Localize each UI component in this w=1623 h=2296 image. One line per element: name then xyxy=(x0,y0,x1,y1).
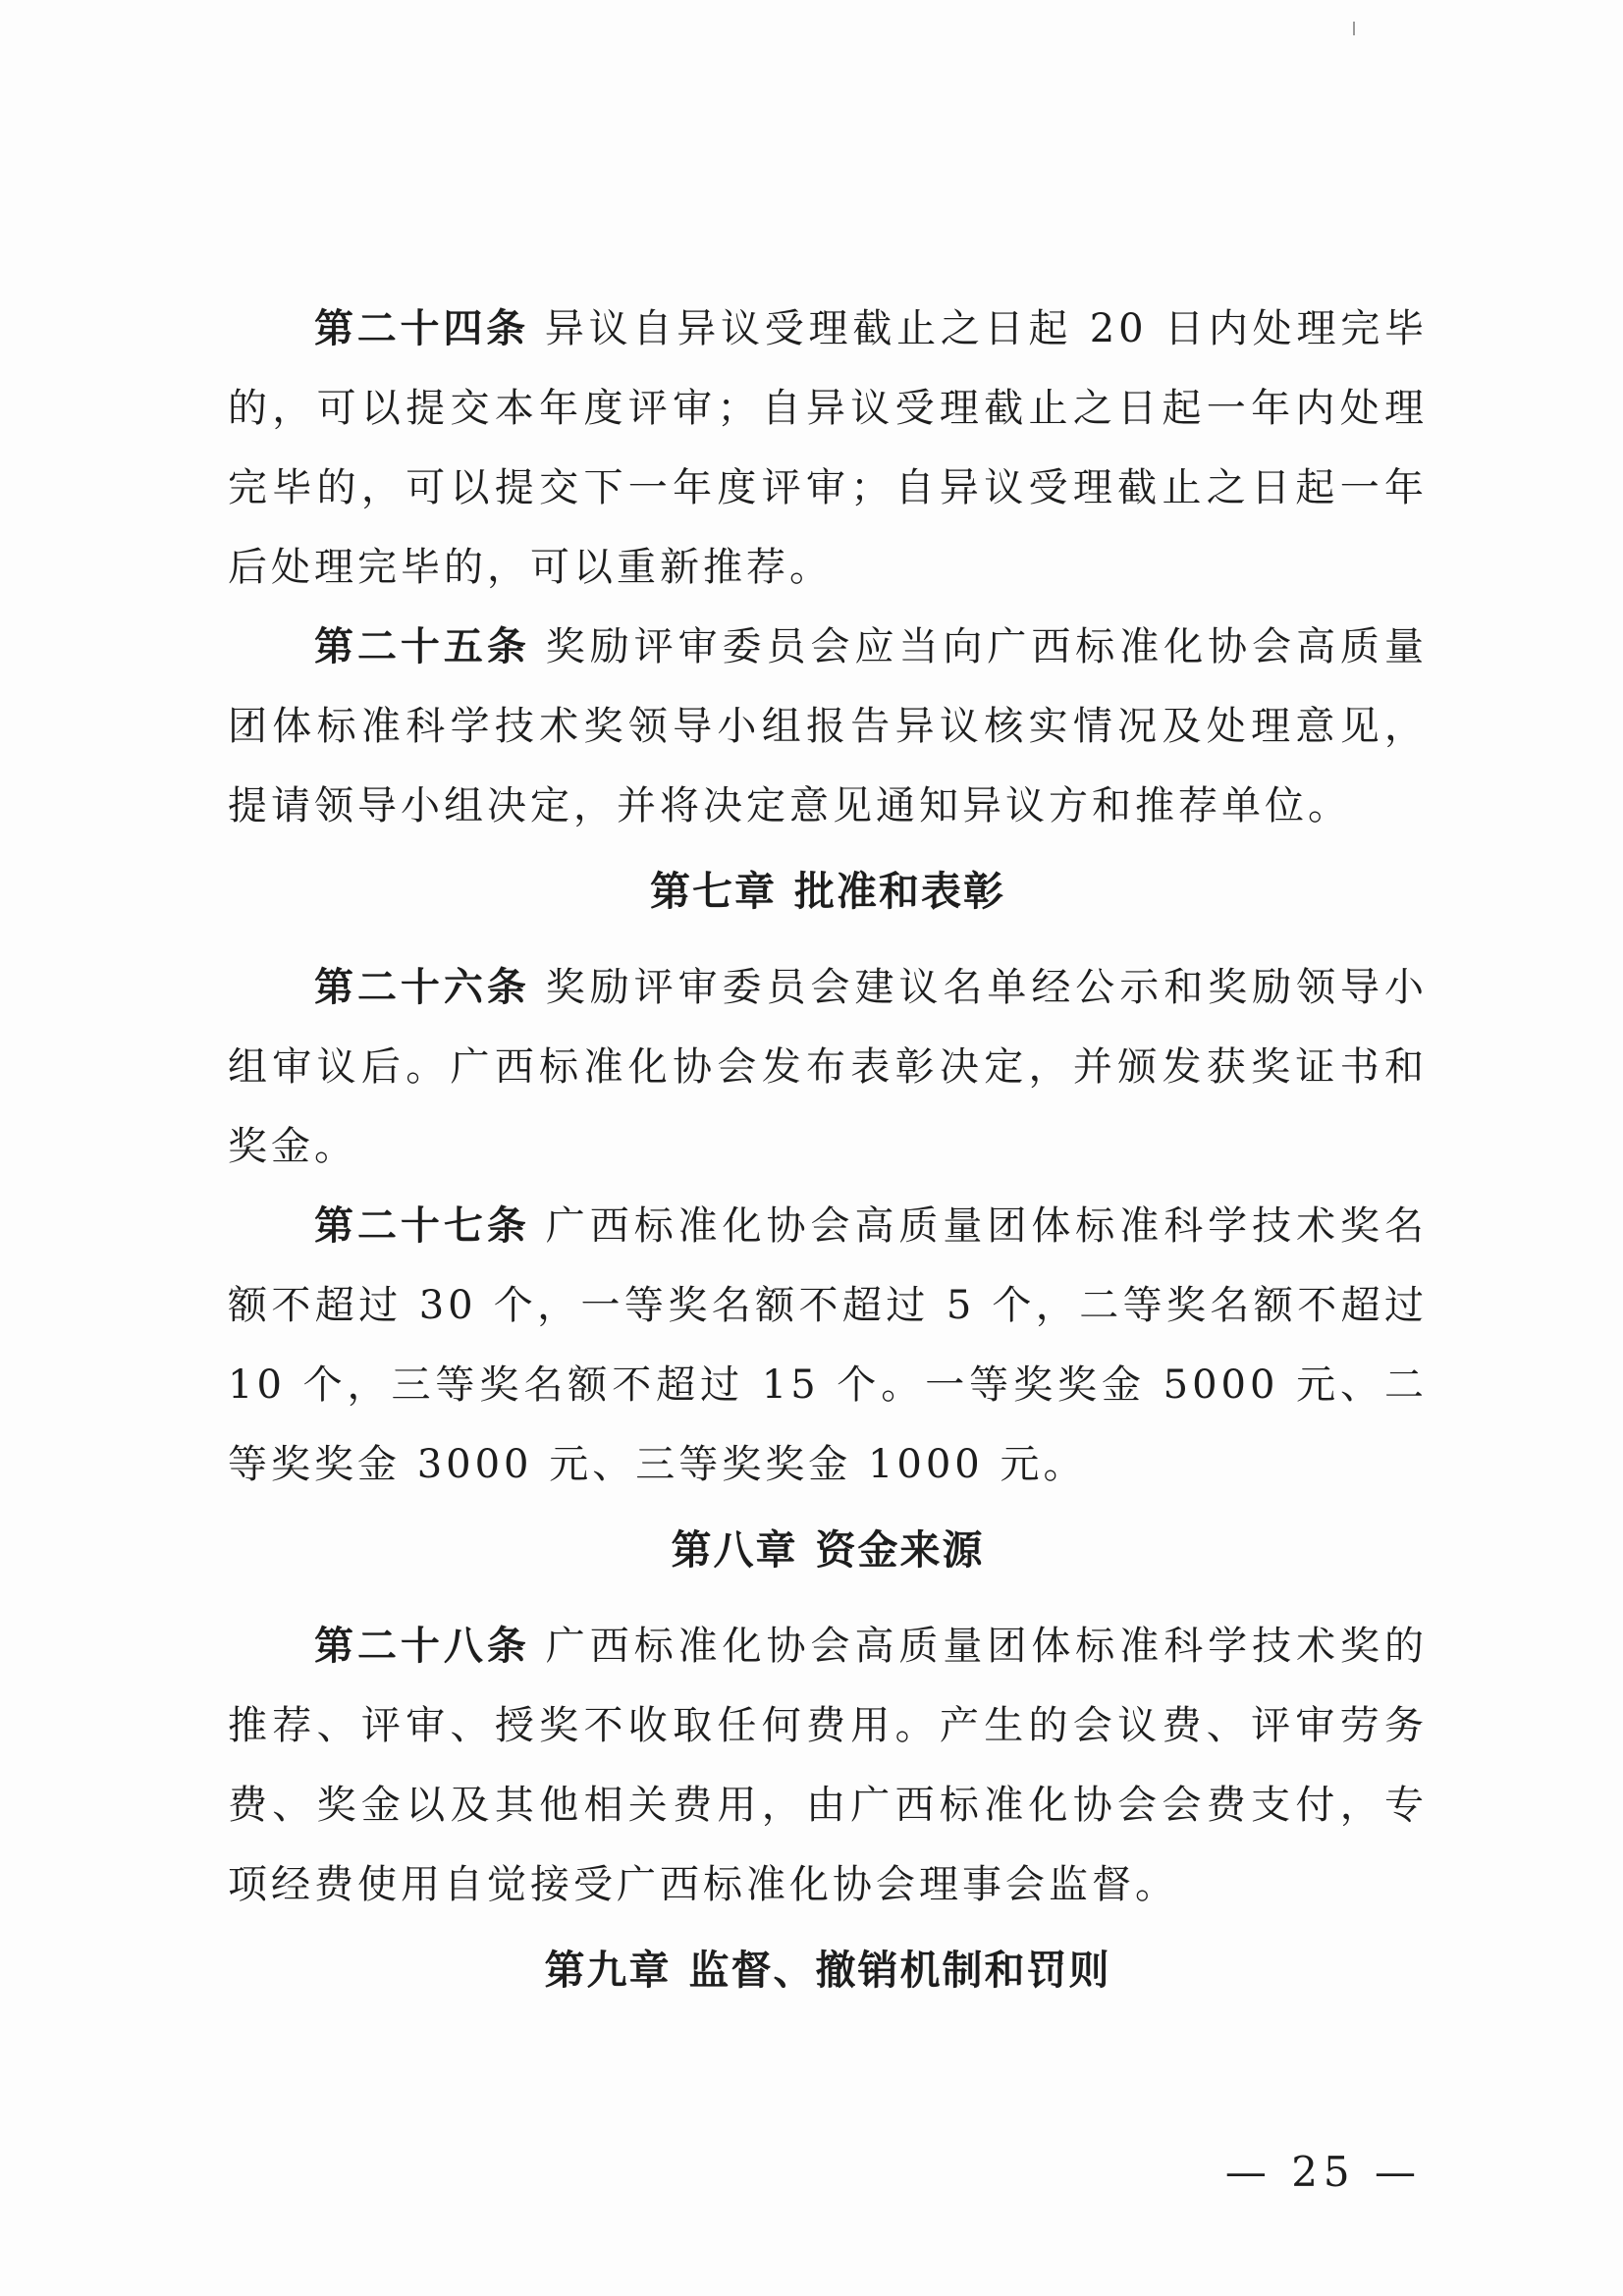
chapter-title: 资金来源 xyxy=(815,1526,985,1574)
chapter-number: 第九章 xyxy=(544,1947,672,1994)
article-number: 第二十八条 xyxy=(314,1624,530,1669)
article-number: 第二十六条 xyxy=(314,965,530,1010)
chapter-number: 第八章 xyxy=(671,1526,798,1574)
chapter-title: 批准和表彰 xyxy=(794,868,1005,915)
article-24 xyxy=(228,290,1428,608)
article-25 xyxy=(228,608,1428,846)
article-text: 广西标准化协会高质量团体标准科学技术奖名额不超过 30 个，一等奖名额不超过 5 个，二等奖名额不超过 10 个，三等奖名额不超过 15 个。一等奖奖金 5000 元、二等奖奖金 3000 元、三等奖奖金 1000 元。 xyxy=(228,1203,1429,1487)
article-26 xyxy=(228,948,1428,1187)
chapter-title: 监督、撤销机制和罚则 xyxy=(688,1947,1111,1994)
article-28 xyxy=(228,1607,1428,1925)
article-number: 第二十七条 xyxy=(314,1203,530,1249)
document-body xyxy=(228,290,1428,2027)
page-number: — 25 — xyxy=(1224,2148,1422,2196)
article-text: 奖励评审委员会建议名单经公示和奖励领导小组审议后。广西标准化协会发布表彰决定，并颁发获奖证书和奖金。 xyxy=(228,965,1429,1169)
article-text: 奖励评审委员会应当向广西标准化协会高质量团体标准科学技术奖领导小组报告异议核实情况及处理意见，提请领导小组决定，并将决定意见通知异议方和推荐单位。 xyxy=(228,624,1429,828)
chapter-8-heading xyxy=(228,1515,1428,1585)
article-27 xyxy=(228,1187,1428,1505)
article-number: 第二十四条 xyxy=(314,306,529,351)
scan-mark xyxy=(1353,22,1355,35)
article-text: 广西标准化协会高质量团体标准科学技术奖的推荐、评审、授奖不收取任何费用。产生的会议费、评审劳务费、奖金以及其他相关费用，由广西标准化协会会费支付，专项经费使用自觉接受广西标准化协会理事会监督。 xyxy=(228,1624,1429,1907)
chapter-7-heading xyxy=(228,856,1428,927)
article-text: 异议自异议受理截止之日起 20 日内处理完毕的，可以提交本年度评审；自异议受理截止之日起一年内处理完毕的，可以提交下一年度评审；自异议受理截止之日起一年后处理完毕的，可以重新推荐。 xyxy=(228,306,1429,590)
chapter-9-heading xyxy=(228,1935,1428,2005)
chapter-number: 第七章 xyxy=(650,868,777,915)
article-number: 第二十五条 xyxy=(314,624,530,669)
